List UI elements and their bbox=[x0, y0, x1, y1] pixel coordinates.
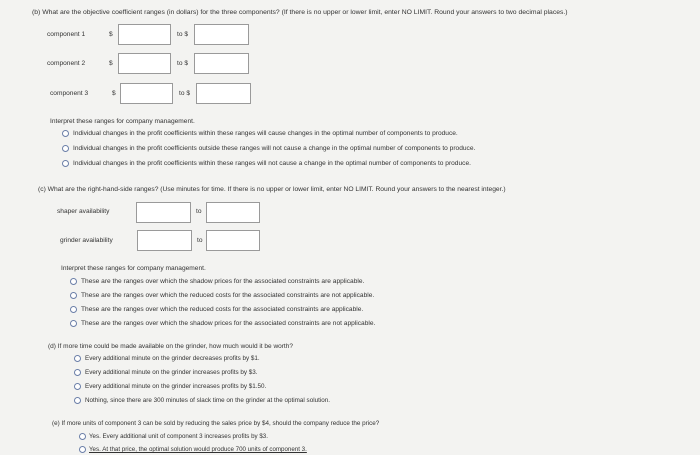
c-interpret-heading: Interpret these ranges for company management. bbox=[61, 265, 206, 272]
component-3-lower-input[interactable] bbox=[120, 83, 173, 104]
c-option-2-text: These are the ranges over which the reduced costs for the associated constraints are not applicable. bbox=[81, 292, 375, 299]
component-1-lower-input[interactable] bbox=[118, 24, 171, 45]
c-option-3-text: These are the ranges over which the reduced costs for the associated constraints are applicable. bbox=[81, 306, 364, 313]
grinder-upper-input[interactable] bbox=[206, 230, 260, 251]
b-option-2-text: Individual changes in the profit coefficients outside these ranges will not cause a change in the optimal number of components to produce. bbox=[73, 145, 476, 152]
component-2-currency: $ bbox=[109, 60, 113, 67]
question-e-text: (e) If more units of component 3 can be sold by reducing the sales price by $4, should the company reduce the price? bbox=[52, 420, 380, 427]
c-option-4-text: These are the ranges over which the shadow prices for the associated constraints are not applicable. bbox=[81, 320, 376, 327]
radio-button[interactable] bbox=[62, 160, 69, 167]
component-2-lower-input[interactable] bbox=[118, 53, 171, 74]
component-3-upper-input[interactable] bbox=[196, 83, 251, 104]
question-c-text: (c) What are the right-hand-side ranges? (Use minutes for time. If there is no upper or lower limit, enter NO LIMIT. Round your answers to the nearest integer.) bbox=[38, 186, 506, 193]
grinder-to-label: to bbox=[197, 237, 203, 244]
component-3-to-label: to $ bbox=[179, 90, 190, 97]
radio-button[interactable] bbox=[70, 278, 77, 285]
grinder-availability-label: grinder availability bbox=[60, 237, 113, 244]
component-2-to-label: to $ bbox=[177, 60, 188, 67]
d-option-4-text: Nothing, since there are 300 minutes of slack time on the grinder at the optimal solution. bbox=[85, 397, 331, 404]
question-b-text: (b) What are the objective coefficient ranges (in dollars) for the three components? (If there is no upper or lower limit, enter NO LIMIT. Round your answers to two decimal places.) bbox=[32, 9, 568, 16]
grinder-lower-input[interactable] bbox=[137, 230, 192, 251]
shaper-to-label: to bbox=[196, 208, 202, 215]
radio-button[interactable] bbox=[79, 433, 86, 440]
question-d-text: (d) If more time could be made available on the grinder, how much would it be worth? bbox=[48, 343, 293, 350]
b-option-3-text: Individual changes in the profit coefficients within these ranges will not cause a change in the optimal number of components to produce. bbox=[73, 160, 471, 167]
shaper-lower-input[interactable] bbox=[136, 202, 191, 223]
component-2-upper-input[interactable] bbox=[194, 53, 249, 74]
component-1-upper-input[interactable] bbox=[194, 24, 249, 45]
radio-button[interactable] bbox=[74, 369, 81, 376]
d-option-2-text: Every additional minute on the grinder increases profits by $3. bbox=[85, 369, 258, 376]
radio-button[interactable] bbox=[70, 306, 77, 313]
radio-button[interactable] bbox=[70, 292, 77, 299]
radio-button[interactable] bbox=[74, 397, 81, 404]
component-3-label: component 3 bbox=[50, 90, 89, 97]
shaper-availability-label: shaper availability bbox=[57, 208, 110, 215]
radio-button[interactable] bbox=[70, 320, 77, 327]
radio-button[interactable] bbox=[62, 130, 69, 137]
d-option-3-text: Every additional minute on the grinder increases profits by $1.50. bbox=[85, 383, 267, 390]
b-interpret-heading: Interpret these ranges for company management. bbox=[50, 118, 195, 125]
b-option-1-text: Individual changes in the profit coefficients within these ranges will cause changes in the optimal number of components to produce. bbox=[73, 130, 458, 137]
radio-button[interactable] bbox=[79, 446, 86, 453]
component-3-currency: $ bbox=[112, 90, 116, 97]
e-option-1-text: Yes. Every additional unit of component 3 increases profits by $3. bbox=[89, 433, 268, 440]
component-1-label: component 1 bbox=[47, 31, 86, 38]
component-2-label: component 2 bbox=[47, 60, 86, 67]
radio-button[interactable] bbox=[74, 355, 81, 362]
shaper-upper-input[interactable] bbox=[206, 202, 260, 223]
component-1-currency: $ bbox=[109, 31, 113, 38]
d-option-1-text: Every additional minute on the grinder decreases profits by $1. bbox=[85, 355, 260, 362]
c-option-1-text: These are the ranges over which the shadow prices for the associated constraints are applicable. bbox=[81, 278, 365, 285]
component-1-to-label: to $ bbox=[177, 31, 188, 38]
radio-button[interactable] bbox=[62, 145, 69, 152]
radio-button[interactable] bbox=[74, 383, 81, 390]
e-option-2-text: Yes. At that price, the optimal solution would produce 700 units of component 3. bbox=[89, 446, 307, 453]
